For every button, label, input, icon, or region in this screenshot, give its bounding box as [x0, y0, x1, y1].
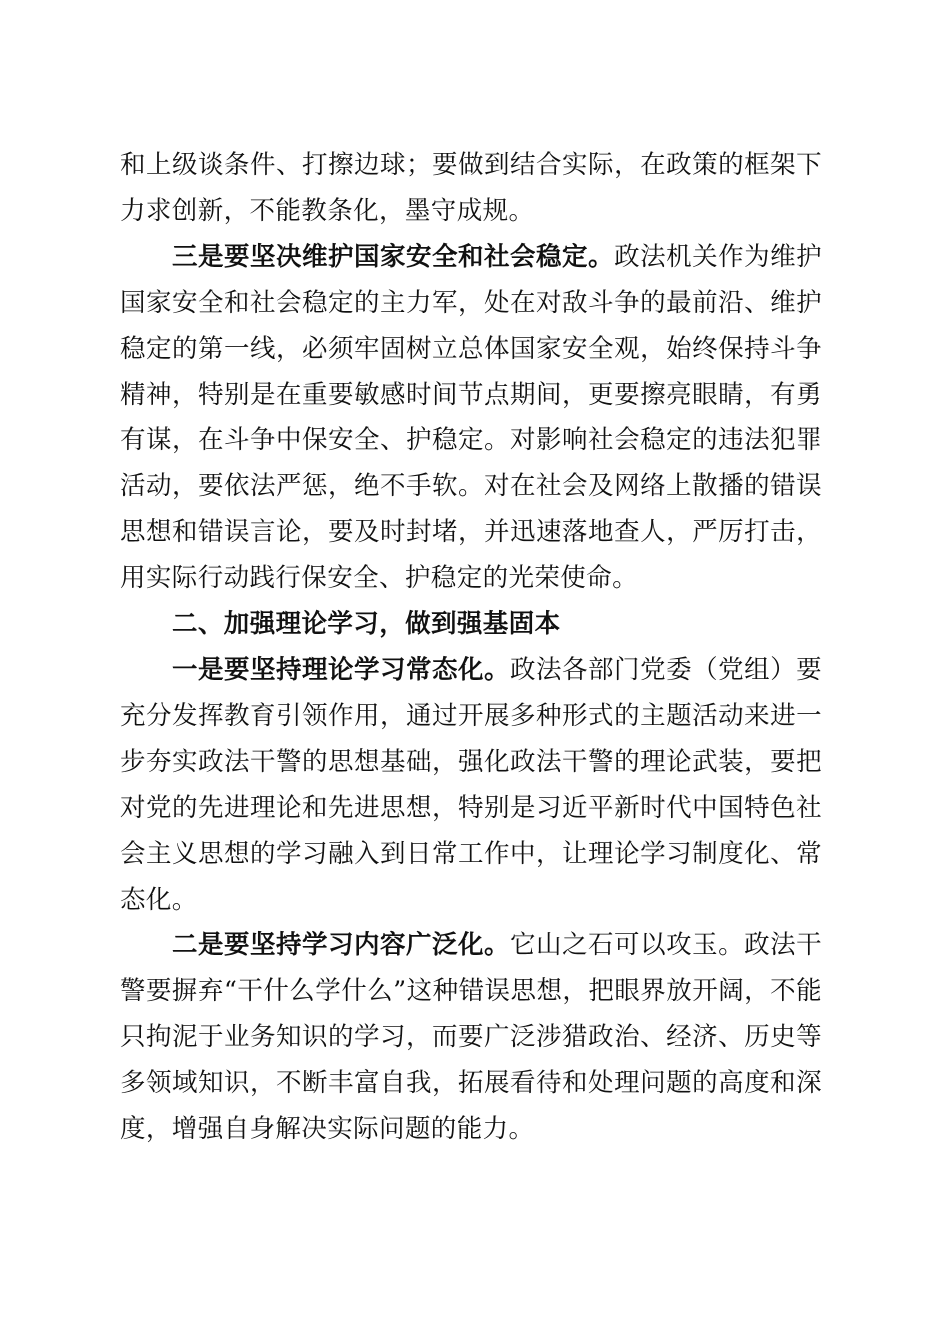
section-heading: 二、加强理论学习，做到强基固本: [172, 609, 561, 640]
paragraph-broad-learning: [120, 923, 822, 1153]
paragraph-text: 政法机关作为维护国家安全和社会稳定的主力军，处在对敌斗争的最前沿、维护稳定的第一线，必须牢固树立总体国家安全观，始终保持斗争精神，特别是在重要敏感时间节点期间，更要擦亮眼睛，有勇有谋，在斗争中保安全、护稳定。对影响社会稳定的违法犯罪活动，要依法严惩，绝不手软。对在社会及网络上散播的错误思想和错误言论，要及时封堵，并迅速落地查人，严厉打击，用实际行动践行保安全、护稳定的光荣使命。: [120, 241, 822, 594]
paragraph-national-security: [120, 235, 822, 602]
paragraph-lead: 三是要坚决维护国家安全和社会稳定。: [172, 241, 615, 272]
paragraph-lead: 二是要坚持学习内容广泛化。: [172, 930, 511, 961]
paragraph-text: 和上级谈条件、打擦边球；要做到结合实际，在政策的框架下力求创新，不能教条化，墨守成规。: [120, 150, 822, 226]
paragraph-text: 政法各部门党委（党组）要充分发挥教育引领作用，通过开展多种形式的主题活动来进一步夯实政法干警的思想基础，强化政法干警的理论武装，要把对党的先进理论和先进思想，特别是习近平新时代中国特色社会主义思想的学习融入到日常工作中，让理论学习制度化、常态化。: [120, 654, 822, 915]
paragraph-text: 它山之石可以攻玉。政法干警要摒弃“干什么学什么”这种错误思想，把眼界放开阔，不能只拘泥于业务知识的学习，而要广泛涉猎政治、经济、历史等多领域知识，不断丰富自我，拓展看待和处理问题的高度和深度，增强自身解决实际问题的能力。: [120, 930, 822, 1145]
paragraph-continuation: [120, 143, 822, 235]
document-body: [120, 143, 822, 1153]
paragraph-theory-study: [120, 648, 822, 923]
paragraph-lead: 一是要坚持理论学习常态化。: [172, 654, 511, 685]
